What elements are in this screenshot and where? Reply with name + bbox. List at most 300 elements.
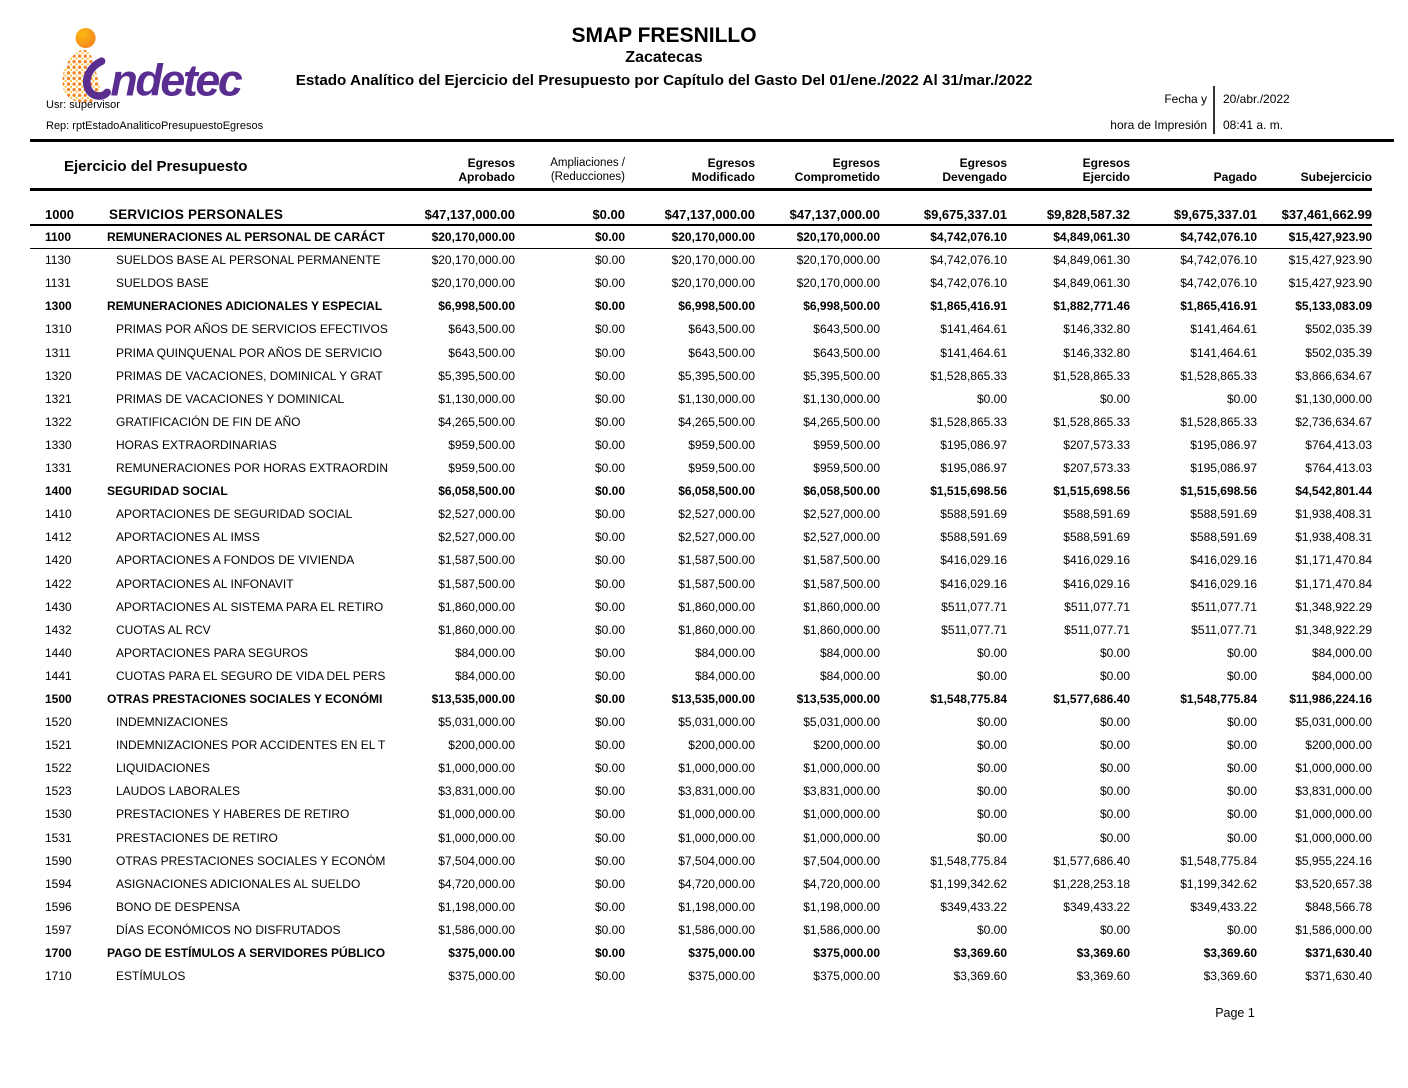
cell-ampliaciones-reducciones: $0.00 (594, 946, 625, 960)
column-header-subejercicio (1257, 145, 1372, 187)
table-row (30, 688, 1372, 711)
cell-pagado: $588,591.69 (1190, 507, 1257, 522)
cell-egresos-modificado: $3,831,000.00 (678, 784, 755, 799)
cell-pagado: $9,675,337.01 (1173, 207, 1257, 222)
cell-egresos-comprometido: $4,720,000.00 (803, 876, 880, 891)
cell-pagado: $1,548,775.84 (1180, 853, 1257, 868)
table-row (30, 734, 1372, 757)
cell-subejercicio: $502,035.39 (1305, 345, 1372, 360)
cell-egresos-modificado: $643,500.00 (688, 322, 755, 337)
cell-egresos-devengado: $4,742,076.10 (930, 253, 1007, 268)
row-code: 1522 (45, 761, 72, 776)
cell-ampliaciones-reducciones: $0.00 (594, 668, 625, 683)
cell-egresos-devengado: $416,029.16 (940, 576, 1007, 591)
cell-egresos-devengado: $1,515,698.56 (930, 484, 1007, 499)
row-code: 1320 (45, 368, 72, 383)
logo-figure-head (76, 28, 96, 48)
row-code: 1331 (45, 461, 72, 476)
cell-ampliaciones-reducciones: $0.00 (594, 715, 625, 730)
cell-egresos-comprometido: $20,170,000.00 (796, 230, 880, 245)
row-code: 1432 (45, 622, 72, 637)
row-label: APORTACIONES PARA SEGUROS (116, 645, 309, 660)
cell-ampliaciones-reducciones: $0.00 (594, 738, 625, 753)
cell-egresos-ejercido: $207,573.33 (1063, 461, 1130, 476)
table-row (30, 827, 1372, 850)
column-header-line: Ampliaciones / (550, 157, 625, 169)
cell-egresos-aprobado: $84,000.00 (454, 668, 515, 683)
cell-egresos-aprobado: $375,000.00 (448, 946, 515, 960)
column-header-line: Egresos (959, 156, 1007, 170)
cell-egresos-modificado: $84,000.00 (694, 668, 755, 683)
cell-egresos-aprobado: $959,500.00 (448, 437, 515, 452)
cell-subejercicio: $2,736,634.67 (1295, 414, 1372, 429)
cell-egresos-aprobado: $3,831,000.00 (438, 784, 515, 799)
cell-ampliaciones-reducciones: $0.00 (594, 507, 625, 522)
cell-egresos-modificado: $1,587,500.00 (678, 576, 755, 591)
cell-egresos-ejercido: $0.00 (1099, 645, 1130, 660)
cell-egresos-ejercido: $146,332.80 (1063, 322, 1130, 337)
table-row (30, 573, 1372, 596)
cell-ampliaciones-reducciones: $0.00 (594, 461, 625, 476)
cell-egresos-comprometido: $5,395,500.00 (803, 368, 880, 383)
cell-egresos-aprobado: $1,000,000.00 (438, 761, 515, 776)
cell-egresos-modificado: $1,000,000.00 (678, 761, 755, 776)
cell-pagado: $1,528,865.33 (1180, 414, 1257, 429)
table-row (30, 434, 1372, 457)
row-label: APORTACIONES AL SISTEMA PARA EL RETIRO (116, 599, 384, 614)
cell-pagado: $3,369.60 (1203, 969, 1257, 984)
cell-egresos-ejercido: $1,228,253.18 (1053, 876, 1130, 891)
column-header-modificado (625, 145, 755, 187)
cell-egresos-modificado: $4,265,500.00 (678, 414, 755, 429)
cell-egresos-devengado: $0.00 (976, 645, 1007, 660)
cell-egresos-comprometido: $643,500.00 (813, 322, 880, 337)
cell-egresos-ejercido: $1,528,865.33 (1053, 368, 1130, 383)
cell-egresos-ejercido: $588,591.69 (1063, 507, 1130, 522)
table-header-rule (30, 188, 1372, 191)
cell-subejercicio: $200,000.00 (1305, 738, 1372, 753)
cell-egresos-comprometido: $200,000.00 (813, 738, 880, 753)
cell-pagado: $0.00 (1226, 922, 1257, 937)
row-code: 1441 (45, 668, 72, 683)
cell-egresos-aprobado: $5,031,000.00 (438, 715, 515, 730)
cell-egresos-aprobado: $84,000.00 (454, 645, 515, 660)
table-row (30, 457, 1372, 480)
cell-subejercicio: $3,831,000.00 (1295, 784, 1372, 799)
cell-egresos-ejercido: $0.00 (1099, 830, 1130, 845)
cell-egresos-comprometido: $2,527,000.00 (803, 530, 880, 545)
cell-egresos-ejercido: $1,577,686.40 (1053, 853, 1130, 868)
cell-egresos-aprobado: $4,720,000.00 (438, 876, 515, 891)
cell-pagado: $141,464.61 (1190, 322, 1257, 337)
cell-egresos-ejercido: $0.00 (1099, 807, 1130, 822)
cell-egresos-comprometido: $1,000,000.00 (803, 761, 880, 776)
cell-ampliaciones-reducciones: $0.00 (594, 807, 625, 822)
header-top-rule (30, 139, 1394, 142)
cell-egresos-devengado: $349,433.22 (940, 899, 1007, 914)
cell-subejercicio: $502,035.39 (1305, 322, 1372, 337)
table-row (30, 896, 1372, 919)
cell-egresos-aprobado: $959,500.00 (448, 461, 515, 476)
cell-egresos-ejercido: $9,828,587.32 (1046, 207, 1130, 222)
cell-egresos-modificado: $6,998,500.00 (678, 299, 755, 314)
cell-egresos-devengado: $1,199,342.62 (930, 876, 1007, 891)
row-label: PRIMA QUINQUENAL POR AÑOS DE SERVICIO (116, 345, 383, 360)
row-code: 1520 (45, 715, 72, 730)
row-code: 1130 (45, 253, 71, 268)
cell-egresos-aprobado: $20,170,000.00 (431, 253, 515, 268)
print-date-value: 20/abr./2022 (1223, 92, 1290, 106)
table-row (30, 203, 1372, 226)
cell-subejercicio: $1,130,000.00 (1295, 391, 1372, 406)
row-label: PAGO DE ESTÍMULOS A SERVIDORES PÚBLICO (107, 946, 386, 960)
first-column-header: Ejercicio del Presupuesto (64, 157, 248, 175)
column-header-line: (Reducciones) (550, 171, 625, 183)
cell-ampliaciones-reducciones: $0.00 (594, 414, 625, 429)
cell-subejercicio: $4,542,801.44 (1295, 484, 1372, 499)
cell-ampliaciones-reducciones: $0.00 (592, 207, 625, 222)
column-header-line: Subejercicio (1300, 170, 1372, 184)
cell-ampliaciones-reducciones: $0.00 (594, 876, 625, 891)
cell-ampliaciones-reducciones: $0.00 (594, 761, 625, 776)
cell-egresos-modificado: $1,000,000.00 (678, 807, 755, 822)
cell-ampliaciones-reducciones: $0.00 (594, 253, 625, 268)
cell-egresos-aprobado: $5,395,500.00 (438, 368, 515, 383)
cell-egresos-ejercido: $0.00 (1099, 784, 1130, 799)
table-row (30, 873, 1372, 896)
cell-egresos-comprometido: $6,058,500.00 (803, 484, 880, 499)
row-label: APORTACIONES DE SEGURIDAD SOCIAL (116, 507, 353, 522)
cell-ampliaciones-reducciones: $0.00 (594, 345, 625, 360)
cell-egresos-comprometido: $959,500.00 (813, 461, 880, 476)
cell-egresos-comprometido: $3,831,000.00 (803, 784, 880, 799)
cell-egresos-ejercido: $511,077.71 (1064, 622, 1130, 637)
cell-subejercicio: $371,630.40 (1305, 946, 1372, 960)
row-label: INDEMNIZACIONES (116, 715, 229, 730)
cell-subejercicio: $1,000,000.00 (1295, 807, 1372, 822)
cell-egresos-comprometido: $13,535,000.00 (796, 691, 880, 706)
cell-egresos-devengado: $4,742,076.10 (930, 230, 1007, 245)
cell-egresos-aprobado: $1,587,500.00 (438, 553, 515, 568)
cell-egresos-aprobado: $1,000,000.00 (438, 807, 515, 822)
cell-ampliaciones-reducciones: $0.00 (594, 437, 625, 452)
table-row (30, 549, 1372, 572)
column-header-line: Egresos (467, 156, 515, 170)
cell-egresos-comprometido: $1,860,000.00 (803, 599, 880, 614)
cell-egresos-modificado: $1,860,000.00 (678, 622, 755, 637)
report-title: Estado Analítico del Ejercicio del Presupuesto por Capítulo del Gasto Del 01/ene./2022 Al 31/mar./2022 (295, 72, 1033, 89)
org-name: SMAP FRESNILLO (571, 24, 757, 47)
cell-egresos-modificado: $6,058,500.00 (678, 484, 755, 499)
column-header-aprobado (395, 145, 515, 187)
cell-subejercicio: $15,427,923.90 (1288, 253, 1372, 268)
cell-ampliaciones-reducciones: $0.00 (594, 853, 625, 868)
cell-pagado: $416,029.16 (1190, 576, 1257, 591)
cell-egresos-aprobado: $643,500.00 (448, 322, 515, 337)
cell-egresos-modificado: $84,000.00 (694, 645, 755, 660)
cell-egresos-aprobado: $375,000.00 (448, 969, 515, 984)
cell-egresos-aprobado: $1,860,000.00 (438, 599, 515, 614)
row-label: HORAS EXTRAORDINARIAS (116, 437, 277, 452)
cell-egresos-modificado: $1,000,000.00 (678, 830, 755, 845)
column-header-ampliaciones (515, 145, 625, 187)
row-code: 1590 (45, 853, 72, 868)
user-line: Usr: supervisor (46, 99, 120, 111)
table-row (30, 318, 1372, 341)
cell-pagado: $195,086.97 (1190, 461, 1257, 476)
cell-pagado: $1,548,775.84 (1180, 691, 1257, 706)
row-label: ESTÍMULOS (116, 969, 186, 984)
table-row (30, 780, 1372, 803)
row-label: PRIMAS POR AÑOS DE SERVICIOS EFECTIVOS (116, 322, 388, 337)
cell-ampliaciones-reducciones: $0.00 (594, 276, 625, 291)
row-code: 1131 (45, 276, 71, 291)
row-label: GRATIFICACIÓN DE FIN DE AÑO (116, 414, 301, 429)
print-date-label: Fecha y (1164, 92, 1207, 106)
row-label: SERVICIOS PERSONALES (109, 207, 284, 222)
cell-egresos-modificado: $1,198,000.00 (678, 899, 755, 914)
row-code: 1597 (45, 922, 72, 937)
cell-pagado: $4,742,076.10 (1180, 253, 1257, 268)
row-label: REMUNERACIONES ADICIONALES Y ESPECIAL (107, 299, 383, 314)
row-label: SUELDOS BASE (116, 276, 209, 291)
org-location: Zacatecas (625, 49, 703, 66)
cell-egresos-modificado: $5,031,000.00 (678, 715, 755, 730)
cell-egresos-comprometido: $84,000.00 (819, 645, 880, 660)
cell-egresos-comprometido: $20,170,000.00 (796, 276, 880, 291)
cell-egresos-aprobado: $20,170,000.00 (431, 276, 515, 291)
row-label: REMUNERACIONES POR HORAS EXTRAORDIN (116, 461, 389, 476)
cell-pagado: $0.00 (1226, 761, 1257, 776)
cell-ampliaciones-reducciones: $0.00 (594, 530, 625, 545)
cell-pagado: $1,199,342.62 (1180, 876, 1257, 891)
cell-ampliaciones-reducciones: $0.00 (594, 322, 625, 337)
cell-egresos-comprometido: $4,265,500.00 (803, 414, 880, 429)
row-label: APORTACIONES AL INFONAVIT (116, 576, 294, 591)
cell-egresos-devengado: $588,591.69 (940, 507, 1007, 522)
row-label: CUOTAS AL RCV (116, 622, 211, 637)
cell-ampliaciones-reducciones: $0.00 (594, 599, 625, 614)
cell-egresos-modificado: $200,000.00 (688, 738, 755, 753)
cell-pagado: $0.00 (1226, 807, 1257, 822)
table-row (30, 596, 1372, 619)
row-code: 1000 (45, 207, 74, 222)
cell-egresos-modificado: $1,586,000.00 (678, 922, 755, 937)
cell-egresos-modificado: $5,395,500.00 (678, 368, 755, 383)
cell-egresos-aprobado: $13,535,000.00 (431, 691, 515, 706)
cell-pagado: $1,865,416.91 (1180, 299, 1257, 314)
row-label: OTRAS PRESTACIONES SOCIALES Y ECONÓMI (107, 691, 383, 706)
cell-ampliaciones-reducciones: $0.00 (594, 830, 625, 845)
cell-egresos-modificado: $13,535,000.00 (671, 691, 755, 706)
cell-egresos-comprometido: $1,130,000.00 (803, 391, 880, 406)
column-header-comprometido (755, 145, 880, 187)
table-row (30, 665, 1372, 688)
cell-egresos-ejercido: $349,433.22 (1063, 899, 1130, 914)
cell-egresos-comprometido: $1,000,000.00 (803, 830, 880, 845)
row-code: 1500 (45, 691, 72, 706)
cell-pagado: $511,077.71 (1191, 622, 1257, 637)
cell-egresos-comprometido: $1,587,500.00 (803, 576, 880, 591)
cell-egresos-devengado: $141,464.61 (940, 345, 1007, 360)
cell-egresos-ejercido: $0.00 (1099, 668, 1130, 683)
row-code: 1412 (45, 530, 72, 545)
cell-egresos-modificado: $959,500.00 (688, 461, 755, 476)
print-time-value: 08:41 a. m. (1223, 118, 1284, 132)
cell-pagado: $0.00 (1226, 784, 1257, 799)
row-label: PRESTACIONES Y HABERES DE RETIRO (116, 807, 350, 822)
cell-egresos-comprometido: $1,198,000.00 (803, 899, 880, 914)
print-block-divider (1213, 86, 1215, 134)
cell-egresos-devengado: $0.00 (976, 807, 1007, 822)
cell-egresos-ejercido: $416,029.16 (1063, 576, 1130, 591)
cell-subejercicio: $3,866,634.67 (1295, 368, 1372, 383)
cell-egresos-devengado: $1,865,416.91 (930, 299, 1007, 314)
cell-egresos-modificado: $1,860,000.00 (678, 599, 755, 614)
cell-egresos-aprobado: $4,265,500.00 (438, 414, 515, 429)
cell-subejercicio: $15,427,923.90 (1288, 276, 1372, 291)
cell-egresos-aprobado: $47,137,000.00 (424, 207, 515, 222)
cell-egresos-ejercido: $588,591.69 (1063, 530, 1130, 545)
row-code: 1410 (45, 507, 72, 522)
cell-egresos-aprobado: $2,527,000.00 (438, 530, 515, 545)
cell-subejercicio: $37,461,662.99 (1281, 207, 1372, 222)
cell-subejercicio: $5,031,000.00 (1295, 715, 1372, 730)
cell-egresos-devengado: $1,528,865.33 (930, 368, 1007, 383)
cell-ampliaciones-reducciones: $0.00 (594, 368, 625, 383)
cell-egresos-devengado: $195,086.97 (940, 461, 1007, 476)
cell-egresos-aprobado: $1,198,000.00 (438, 899, 515, 914)
cell-pagado: $511,077.71 (1191, 599, 1257, 614)
cell-egresos-ejercido: $1,528,865.33 (1053, 414, 1130, 429)
column-header-line: Aprobado (458, 170, 515, 184)
column-header-line: Egresos (707, 156, 755, 170)
row-label: APORTACIONES AL IMSS (116, 530, 260, 545)
cell-pagado: $0.00 (1226, 391, 1257, 406)
cell-pagado: $195,086.97 (1190, 437, 1257, 452)
cell-egresos-ejercido: $416,029.16 (1063, 553, 1130, 568)
cell-egresos-ejercido: $0.00 (1099, 761, 1130, 776)
cell-egresos-aprobado: $2,527,000.00 (438, 507, 515, 522)
table-row (30, 942, 1372, 965)
table-row (30, 757, 1372, 780)
row-label: INDEMNIZACIONES POR ACCIDENTES EN EL T (116, 738, 386, 753)
table-header (30, 145, 1372, 187)
table-row (30, 642, 1372, 665)
cell-egresos-modificado: $20,170,000.00 (671, 276, 755, 291)
cell-egresos-ejercido: $4,849,061.30 (1053, 253, 1130, 268)
cell-egresos-comprometido: $375,000.00 (813, 969, 880, 984)
cell-egresos-comprometido: $6,998,500.00 (803, 299, 880, 314)
row-label: LIQUIDACIONES (116, 761, 211, 776)
cell-pagado: $3,369.60 (1203, 946, 1257, 960)
cell-subejercicio: $84,000.00 (1311, 645, 1372, 660)
column-header-line: Comprometido (794, 170, 880, 184)
column-header-ejercido (1007, 145, 1130, 187)
cell-ampliaciones-reducciones: $0.00 (594, 484, 625, 499)
cell-egresos-ejercido: $1,577,686.40 (1053, 691, 1130, 706)
cell-egresos-ejercido: $511,077.71 (1064, 599, 1130, 614)
row-code: 1100 (45, 230, 72, 245)
cell-egresos-modificado: $47,137,000.00 (664, 207, 755, 222)
cell-egresos-devengado: $0.00 (976, 761, 1007, 776)
row-label: PRESTACIONES DE RETIRO (116, 830, 278, 845)
cell-subejercicio: $11,986,224.16 (1289, 691, 1372, 706)
cell-pagado: $349,433.22 (1190, 899, 1257, 914)
cell-egresos-devengado: $1,528,865.33 (930, 414, 1007, 429)
row-label: LAUDOS LABORALES (116, 784, 241, 799)
cell-egresos-ejercido: $0.00 (1099, 922, 1130, 937)
cell-egresos-aprobado: $6,058,500.00 (438, 484, 515, 499)
cell-pagado: $0.00 (1226, 715, 1257, 730)
cell-egresos-ejercido: $3,369.60 (1076, 969, 1130, 984)
table-row (30, 226, 1372, 249)
cell-ampliaciones-reducciones: $0.00 (594, 576, 625, 591)
cell-ampliaciones-reducciones: $0.00 (594, 391, 625, 406)
cell-ampliaciones-reducciones: $0.00 (594, 622, 625, 637)
table-row (30, 249, 1372, 272)
row-code: 1594 (45, 876, 72, 891)
cell-egresos-comprometido: $643,500.00 (813, 345, 880, 360)
row-code: 1321 (45, 391, 72, 406)
table-row (30, 480, 1372, 503)
row-code: 1521 (45, 738, 72, 753)
cell-ampliaciones-reducciones: $0.00 (594, 553, 625, 568)
row-code: 1596 (45, 899, 72, 914)
row-label: SUELDOS BASE AL PERSONAL PERMANENTE (116, 253, 381, 268)
table-row (30, 619, 1372, 642)
cell-egresos-aprobado: $643,500.00 (448, 345, 515, 360)
column-header-line: Pagado (1213, 170, 1257, 184)
cell-subejercicio: $5,133,083.09 (1295, 299, 1372, 314)
cell-subejercicio: $1,938,408.31 (1295, 507, 1372, 522)
cell-egresos-ejercido: $0.00 (1099, 391, 1130, 406)
cell-egresos-aprobado: $20,170,000.00 (431, 230, 515, 245)
cell-egresos-devengado: $0.00 (976, 668, 1007, 683)
cell-subejercicio: $764,413.03 (1305, 437, 1372, 452)
cell-egresos-devengado: $0.00 (976, 715, 1007, 730)
row-code: 1420 (45, 553, 72, 568)
column-header-pagado (1130, 145, 1257, 187)
logo-brand-text: ndetec (110, 55, 241, 106)
cell-egresos-comprometido: $20,170,000.00 (796, 253, 880, 268)
cell-egresos-aprobado: $1,586,000.00 (438, 922, 515, 937)
cell-subejercicio: $1,171,470.84 (1295, 553, 1372, 568)
row-label: BONO DE DESPENSA (116, 899, 241, 914)
cell-egresos-modificado: $1,130,000.00 (678, 391, 755, 406)
cell-egresos-devengado: $4,742,076.10 (930, 276, 1007, 291)
cell-egresos-aprobado: $1,130,000.00 (438, 391, 515, 406)
table-row (30, 272, 1372, 295)
table-row (30, 526, 1372, 549)
cell-ampliaciones-reducciones: $0.00 (594, 784, 625, 799)
cell-egresos-comprometido: $7,504,000.00 (803, 853, 880, 868)
row-label: CUOTAS PARA EL SEGURO DE VIDA DEL PERS (116, 668, 386, 683)
table-row (30, 919, 1372, 942)
row-code: 1530 (45, 807, 72, 822)
table-row (30, 850, 1372, 873)
cell-egresos-comprometido: $84,000.00 (819, 668, 880, 683)
cell-egresos-devengado: $0.00 (976, 738, 1007, 753)
cell-egresos-modificado: $643,500.00 (688, 345, 755, 360)
cell-egresos-aprobado: $200,000.00 (448, 738, 515, 753)
cell-subejercicio: $5,955,224.16 (1295, 853, 1372, 868)
cell-ampliaciones-reducciones: $0.00 (594, 899, 625, 914)
cell-egresos-ejercido: $4,849,061.30 (1053, 276, 1130, 291)
cell-egresos-devengado: $9,675,337.01 (923, 207, 1007, 222)
row-code: 1710 (45, 969, 72, 984)
cell-egresos-aprobado: $1,587,500.00 (438, 576, 515, 591)
